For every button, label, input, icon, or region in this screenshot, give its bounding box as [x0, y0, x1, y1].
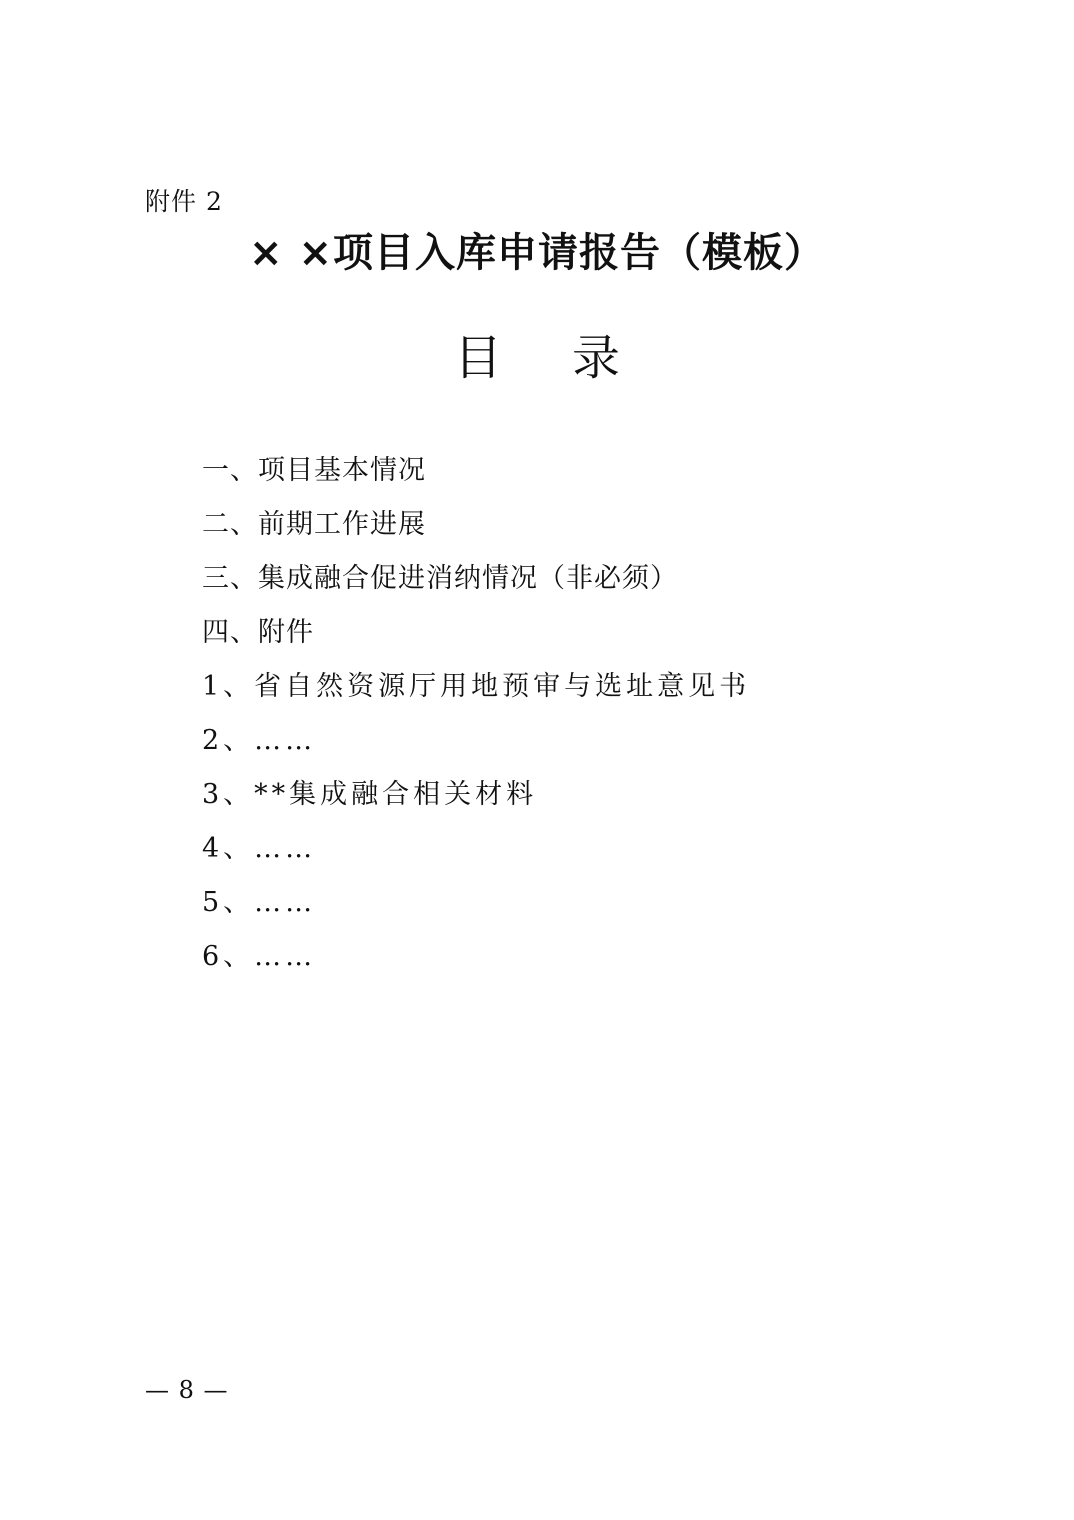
toc-item-section-2: 二、前期工作进展 [202, 509, 426, 540]
toc-item-attachment-1: 1、省自然资源厅用地预审与选址意见书 [202, 671, 751, 702]
toc-heading [0, 328, 1074, 388]
toc-item-attachment-4: 4、…… [202, 833, 317, 864]
document-title: × ×项目入库申请报告（模板） [249, 230, 825, 276]
toc-heading-char-1: 目 [453, 330, 502, 386]
toc-item-section-4: 四、附件 [202, 617, 314, 648]
table-of-contents [202, 448, 750, 988]
toc-heading-char-2: 录 [572, 330, 621, 386]
page-number: — 8 — [145, 1376, 229, 1404]
toc-item-attachment-3: 3、**集成融合相关材料 [202, 779, 538, 810]
toc-item-attachment-6: 6、…… [202, 941, 317, 972]
toc-item-section-1: 一、项目基本情况 [202, 455, 426, 486]
toc-item-attachment-5: 5、…… [202, 887, 317, 918]
toc-item-section-3: 三、集成融合促进消纳情况（非必须） [202, 563, 678, 594]
attachment-label: 附件 2 [145, 187, 223, 216]
toc-item-attachment-2: 2、…… [202, 725, 317, 756]
